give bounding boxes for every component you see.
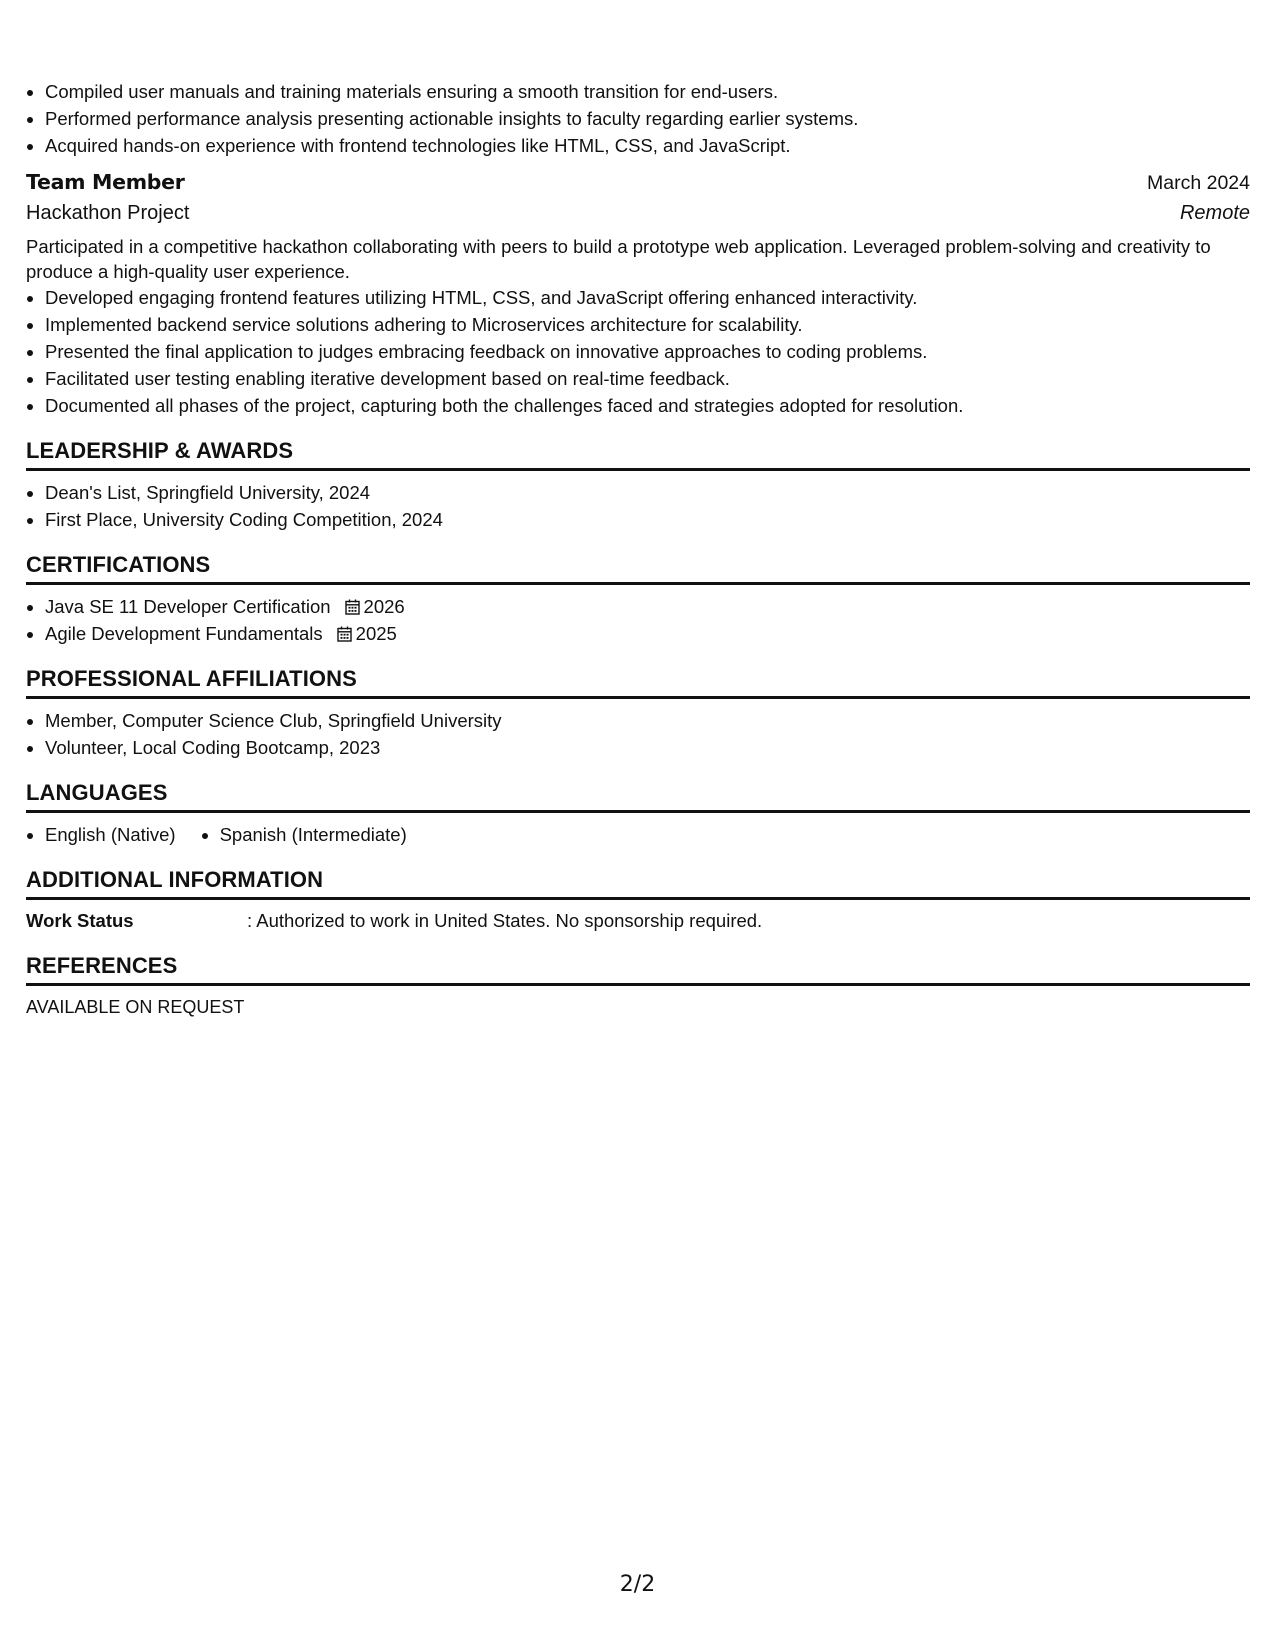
list-item xyxy=(45,620,1250,647)
section-heading: CERTIFICATIONS xyxy=(26,551,1250,585)
list-item: • Facilitated user testing enabling iterative development based on real-time feedback. xyxy=(45,365,1250,392)
list-item: • First Place, University Coding Competition, 2024 xyxy=(45,506,1250,533)
section-heading: REFERENCES xyxy=(26,952,1250,986)
work-status-row xyxy=(26,908,1250,934)
list-item: • Compiled user manuals and training materials ensuring a smooth transition for end-users. xyxy=(45,78,1250,105)
languages-section xyxy=(26,779,1250,848)
certifications-section xyxy=(26,551,1250,647)
list-item: • Spanish (Intermediate) xyxy=(220,821,407,848)
role-subheader xyxy=(26,200,1250,226)
calendar-icon xyxy=(337,626,352,642)
role-bullets xyxy=(26,284,1250,419)
affiliations-list xyxy=(26,707,1250,761)
work-status-value: : Authorized to work in United States. No sponsorship required. xyxy=(247,910,763,931)
certifications-list xyxy=(26,593,1250,647)
section-heading: LEADERSHIP & AWARDS xyxy=(26,437,1250,471)
role-location: Remote xyxy=(1179,202,1250,224)
languages-list xyxy=(26,821,1250,848)
leadership-section xyxy=(26,437,1250,533)
list-item: • English (Native) xyxy=(45,821,176,848)
list-item: • Implemented backend service solutions adhering to Microservices architecture for scalability. xyxy=(45,311,1250,338)
role-date: March 2024 xyxy=(1147,172,1250,194)
list-item: • Acquired hands-on experience with frontend technologies like HTML, CSS, and JavaScript. xyxy=(45,132,1250,159)
leadership-list xyxy=(26,479,1250,533)
list-item: • Developed engaging frontend features utilizing HTML, CSS, and JavaScript offering enhanced interactivity. xyxy=(45,284,1250,311)
certification-name: Agile Development Fundamentals xyxy=(45,623,323,644)
section-heading: ADDITIONAL INFORMATION xyxy=(26,866,1250,900)
list-item xyxy=(45,593,1250,620)
list-item: • Documented all phases of the project, capturing both the challenges faced and strategies adopted for resolution. xyxy=(45,392,1250,419)
references-text: AVAILABLE ON REQUEST xyxy=(26,997,245,1017)
additional-info-section xyxy=(26,866,1250,934)
previous-role-bullets xyxy=(26,78,1250,159)
affiliations-section xyxy=(26,665,1250,761)
list-item: • Member, Computer Science Club, Springfield University xyxy=(45,707,1250,734)
section-heading: PROFESSIONAL AFFILIATIONS xyxy=(26,665,1250,699)
role-title: Team Member xyxy=(26,170,185,194)
list-item: • Volunteer, Local Coding Bootcamp, 2023 xyxy=(45,734,1250,761)
section-heading: LANGUAGES xyxy=(26,779,1250,813)
certification-year: 2026 xyxy=(363,596,405,617)
role-header xyxy=(26,169,1250,196)
list-item: • Presented the final application to judges embracing feedback on innovative approaches to coding problems. xyxy=(45,338,1250,365)
calendar-icon xyxy=(345,599,360,615)
role-description: Participated in a competitive hackathon collaborating with peers to build a prototype web application. Leveraged problem-solving and creativity to produce a high-quality user experience. xyxy=(26,236,1211,282)
certification-name: Java SE 11 Developer Certification xyxy=(45,596,331,617)
work-status-label: Work Status xyxy=(26,910,134,931)
hackathon-entry xyxy=(26,169,1250,419)
role-organization: Hackathon Project xyxy=(26,202,190,224)
list-item: • Performed performance analysis presenting actionable insights to faculty regarding earlier systems. xyxy=(45,105,1250,132)
page-number: 2/2 xyxy=(619,1572,656,1597)
resume-page xyxy=(26,78,1250,1020)
references-section xyxy=(26,952,1250,1020)
list-item: • Dean's List, Springfield University, 2024 xyxy=(45,479,1250,506)
certification-year: 2025 xyxy=(355,623,397,644)
